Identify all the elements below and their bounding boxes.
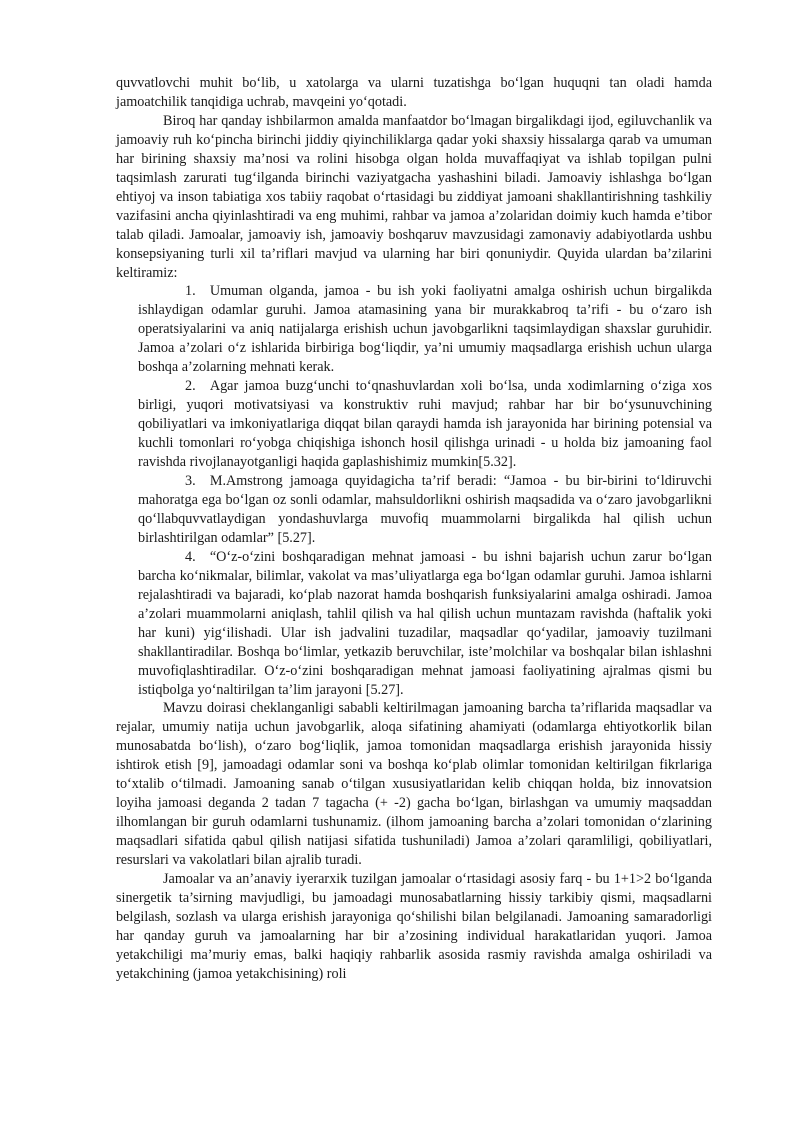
paragraph-definitions-summary: Mavzu doirasi cheklanganligi sababli keltirilmagan jamoaning barcha ta’riflarida maqsadlar va rejalar, umumiy natija uchun javobgarlik, aloqa sifatining ahamiyati (odamlarga ehtiyotkorlik bilan munosabatda bo‘lish), o‘zaro bog‘liqlik, jamoa tomonidan maqsadlarga erishish jarayonida hissiy ishtirok etish [9], jamoadagi odamlar soni va boshqa ko‘plab olimlar tomonidan keltirilgan fikrlariga to‘xtalib o‘tilmadi. Jamoaning sanab o‘tilgan xususiyatlaridan kelib chiqqan holda, biz innovatsion loyiha jamoasi deganda 2 tadan 7 tagacha (+ -2) gacha bo‘lgan, birlashgan va umumiy maqsaddan ilhomlangan bir guruh odamlarni tushunamiz. (ilhom jamoaning barcha a’zolari tomonidan o‘zlarining maqsadlari sifatida qabul qilish natijasi sifatida tushuniladi) Jamoa a’zolari qaramliligi, qobiliyatlari, resurslari va vakolatlari bilan ajralib turadi. [116,700,712,869]
list-item-2: 2. Agar jamoa buzg‘unchi to‘qnashuvlardan xoli bo‘lsa, unda xodimlarning o‘ziga xos birligi, yuqori motivatsiyasi va konstruktiv ruhi mavjud; rahbar har bir bo‘ysunuvchining qobiliyatlari va imkoniyatlariga diqqat bilan qaraydi hamda ish jarayonida har birining potensial va kuchli tomonlari ro‘yobga chiqishiga ishonch hosil qilishga urinadi - u holda biz jamoaning faol ravishda rivojlanayotganligi haqida gaplashishimiz mumkin[5.32]. [138,378,712,471]
paragraph-continuation: quvvatlovchi muhit bo‘lib, u xatolarga va ularni tuzatishga bo‘lgan huquqni tan oladi hamda jamoatchilik tanqidiga uchrab, mavqeini yo‘qotadi. [116,75,712,110]
list-item-4: 4. “O‘z-o‘zini boshqaradigan mehnat jamoasi - bu ishni bajarish uchun zarur bo‘lgan barcha ko‘nikmalar, bilimlar, vakolat va mas’uliyatlarga ega bo‘lgan odamlar guruhi. Jamoa ishlarni rejalashtiradi va bajaradi, ko‘plab nazorat hamda boshqarish funksiyalarini amalga oshiradi. Jamoa a’zolari muammolarni aniqlash, tahlil qilish va hal qilish uchun muntazam ravishda (haftalik yoki har kuni) yig‘ilishadi. Ular ish jadvalini tuzadilar, maqsadlar qo‘yadilar, jamoaviy tuzilmani shakllantiradilar. Boshqa bo‘limlar, yetkazib beruvchilar, iste’molchilar va boshqalar bilan ishlashni muvofiqlashtiradilar. O‘z-o‘zini boshqaradigan mehnat jamoasi faoliyatining ajralmas qismi bu istiqbolga yo‘naltirilgan ta’lim jarayoni [5.27]. [138,548,712,698]
document-page [116,74,712,984]
paragraph-team-difference: Jamoalar va an’anaviy iyerarxik tuzilgan jamoalar o‘rtasidagi asosiy farq - bu 1+1>2 bo‘lganda sinergetik ta’sirning mavjudligi, bu jamoadagi munosabatlarning hissiy tarkibiy qismi, maqsadlarni belgilash, sozlash va ularga erishish jarayoniga qo‘shilishi bilan belgilanadi. Jamoaning samaradorligi har qanday guruh va jamoalarning har bir a’zosining individual harakatlaridan yuqori. Jamoa yetakchiligi ma’muriy emas, balki haqiqiy rahbarlik asosida rasmiy ravishda amalga oshiriladi va yetakchining (jamoa yetakchisining) roli [116,871,712,982]
list-item-1: 1. Umuman olganda, jamoa - bu ish yoki faoliyatni amalga oshirish uchun birgalikda ishlaydigan odamlar guruhi. Jamoa atamasining yana bir murakkabroq ta’rifi - bu o‘zaro ish operatsiyalarini va aniq natijalarga erishish uchun javobgarlikni taqsimlaydigan shaxslar guruhidir. Jamoa a’zolari o‘z ishlarida birbiriga bog‘liqdir, ya’ni umumiy maqsadlarga erishish uchun ularga boshqa a’zolarning mehnati kerak. [138,283,712,376]
paragraph-intro: Biroq har qanday ishbilarmon amalda manfaatdor bo‘lmagan birgalikdagi ijod, egiluvchanlik va jamoaviy ruh ko‘pincha birinchi jiddiy qiyinchiliklarga qadar yoki shaxsiy hissalarga qarab va umuman har birining shaxsiy ma’nosi va rolini hisobga olgan holda muvaffaqiyat va ishlab topilgan pulni taqsimlash zarurati tug‘ilganda birinchi vaziyatgacha yashashini biladi. Jamoaviy ishlashga bo‘lgan ehtiyoj va inson tabiatiga xos tabiiy raqobat o‘rtasidagi bu ziddiyat jamoani shakllantirishning tashkiliy vazifasini ancha qiyinlashtiradi va eng muhimi, rahbar va jamoa a’zolaridan doimiy kuch hamda e’tibor talab qiladi. Jamoalar, jamoaviy ish, jamoaviy boshqaruv mavzusidagi zamonaviy adabiyotlarda ushbu konsepsiyaning turli xil ta’riflari mavjud va ularning har biri qonuniydir. Quyida ulardan ba’zilarini keltiramiz: [116,112,712,281]
list-item-3: 3. M.Amstrong jamoaga quyidagicha ta’rif beradi: “Jamoa - bu bir-birini to‘ldiruvchi mahoratga ega bo‘lgan oz sonli odamlar, mahsuldorlikni oshirish maqsadida va o‘zaro javobgarlikni qo‘llabquvvatlaydigan yondashuvlarga muvofiq muammolarni birgalikda hal qilish uchun birlashtirilgan odamlar” [5.27]. [138,473,712,546]
